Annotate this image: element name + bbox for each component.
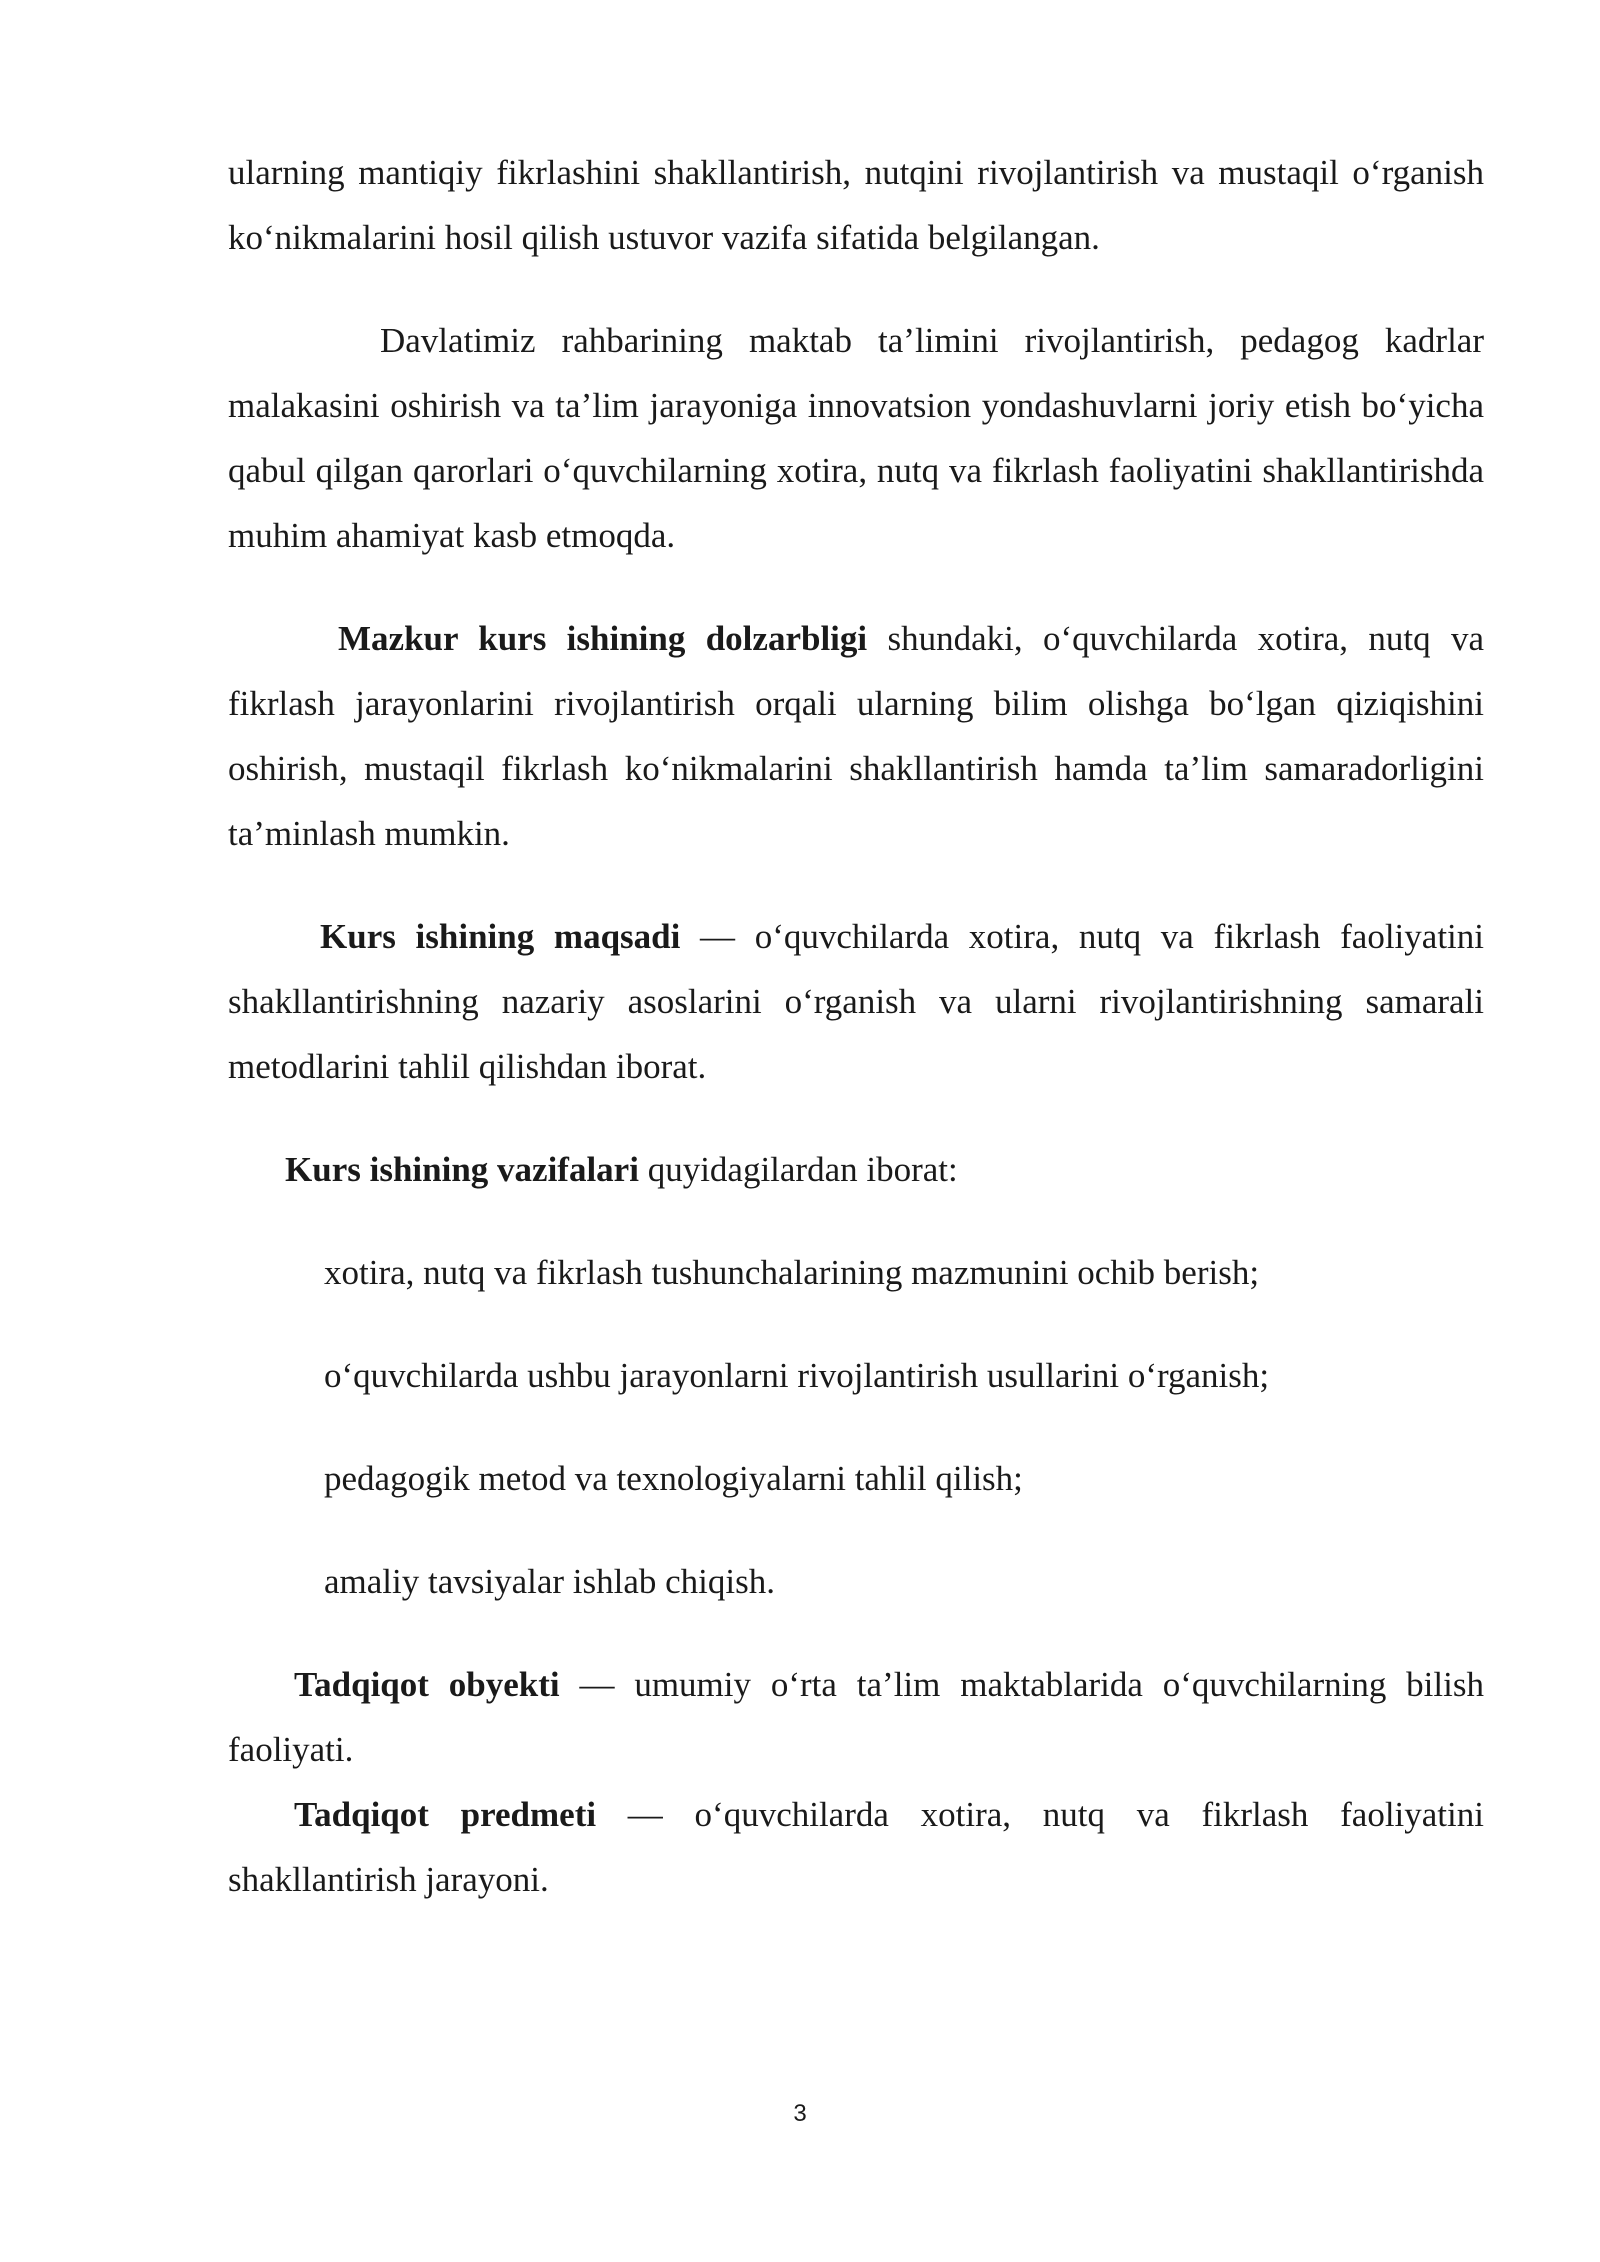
paragraph-subject — [228, 1782, 1484, 1912]
object-heading: Tadqiqot obyekti — [294, 1665, 560, 1704]
relevance-text: shundaki, o‘quvchilarda xotira, nutq va fikrlash jarayonlarini rivojlantirish orqali ularning bilim olishga bo‘lgan qiziqishini oshirish, mustaqil fikrlash ko‘nikmalarini shakllantirish hamda ta’lim samaradorligini ta’minlash mumkin. — [228, 619, 1485, 853]
paragraph-object — [228, 1652, 1484, 1782]
task-item: pedagogik metod va texnologiyalarni tahlil qilish; — [324, 1459, 1023, 1498]
paragraph-tasks-intro — [228, 1137, 1484, 1202]
task-item: o‘quvchilarda ushbu jarayonlarni rivojlantirish usullarini o‘rganish; — [324, 1356, 1270, 1395]
subject-heading: Tadqiqot predmeti — [294, 1795, 597, 1834]
paragraph-decisions: Davlatimiz rahbarining maktab ta’limini rivojlantirish, pedagog kadrlar malakasini oshirish va ta’lim jarayoniga innovatsion yondashuvlarni joriy etish bo‘yicha qabul qilgan qarorlari o‘quvchilarning xotira, nutq va fikrlash faoliyatini shakllantirishda muhim ahamiyat kasb etmoqda. — [228, 321, 1484, 555]
paragraph-relevance — [228, 606, 1484, 866]
tasks-heading: Kurs ishining vazifalari — [285, 1150, 639, 1189]
relevance-heading: Mazkur kurs ishining dolzarbligi — [338, 619, 868, 658]
object-text: — umumiy o‘rta ta’lim maktablarida o‘quvchilarning bilish faoliyati. — [228, 1665, 1484, 1769]
goal-text: — o‘quvchilarda xotira, nutq va fikrlash faoliyatini shakllantirishning nazariy asoslarini o‘rganish va ularni rivojlantirishning samarali metodlarini tahlil qilishdan iborat. — [228, 917, 1484, 1086]
page-number: 3 — [793, 2100, 807, 2127]
task-item: xotira, nutq va fikrlash tushunchalarining mazmunini ochib berish; — [324, 1253, 1260, 1292]
subject-text: — o‘quvchilarda xotira, nutq va fikrlash faoliyatini shakllantirish jarayoni. — [228, 1795, 1484, 1899]
paragraph-goal — [228, 904, 1484, 1099]
goal-heading: Kurs ishining maqsadi — [320, 917, 681, 956]
paragraph-intro: ularning mantiqiy fikrlashini shakllantirish, nutqini rivojlantirish va mustaqil o‘rganish ko‘nikmalarini hosil qilish ustuvor vazifa sifatida belgilangan. — [228, 153, 1484, 257]
task-item: amaliy tavsiyalar ishlab chiqish. — [324, 1562, 776, 1601]
tasks-intro-text: quyidagilardan iborat: — [638, 1150, 958, 1189]
document-page — [228, 140, 1484, 1912]
